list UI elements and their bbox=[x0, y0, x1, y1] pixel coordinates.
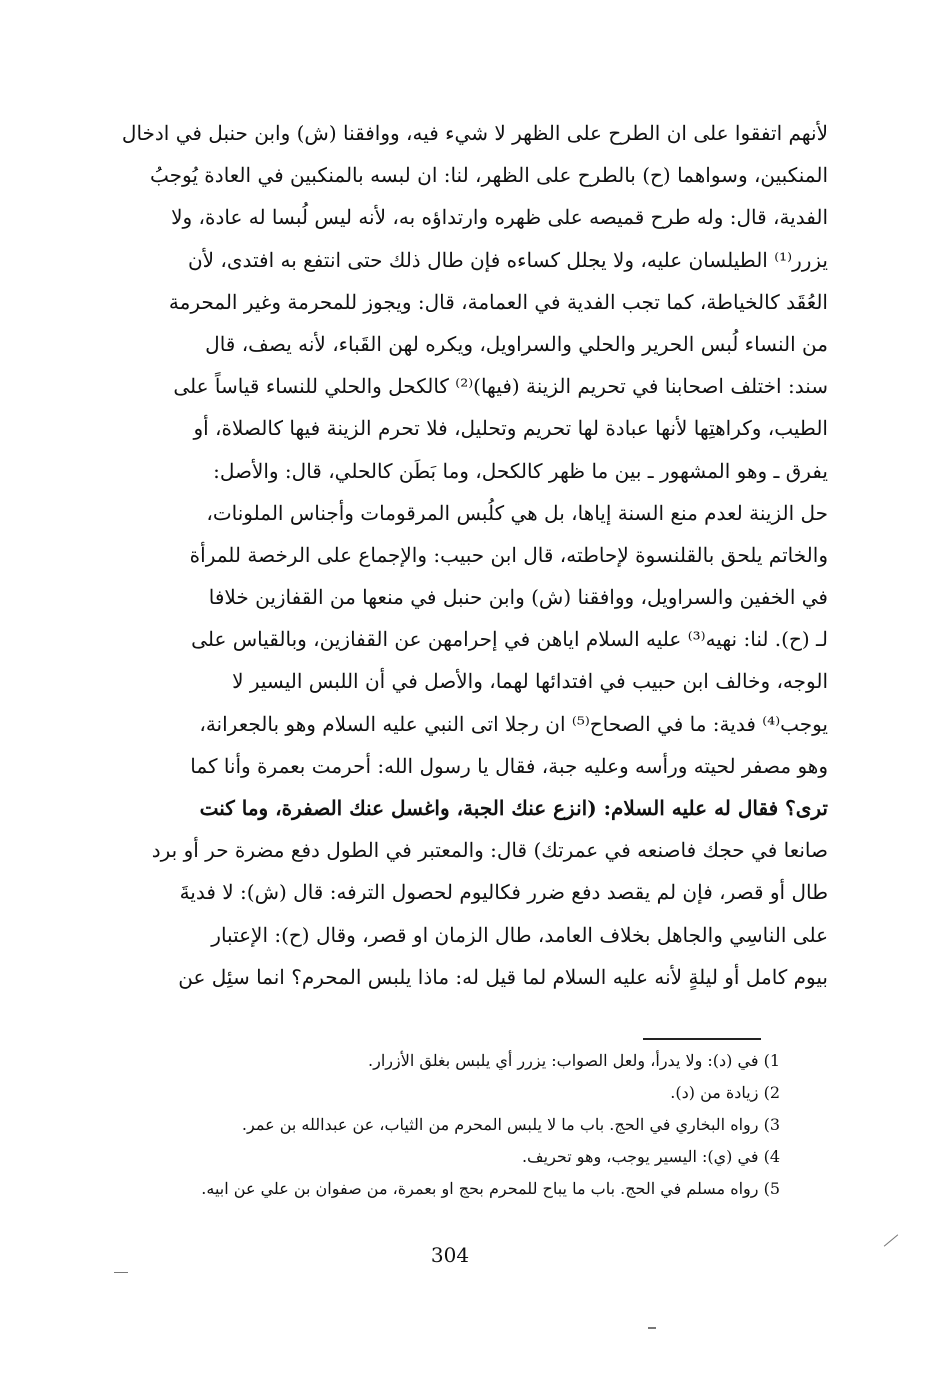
text-line: صانعا في حجك فاصنعه في عمرتك) قال: والمعتبر في الطول دفع مضرة حر أو برد bbox=[151, 838, 828, 863]
footnote: 3) رواه البخاري في الحج. باب ما لا يلبس المحرم من الثياب، عن عبدالله بن عمر. bbox=[241, 1115, 780, 1134]
text-line: الوجه، وخالف ابن حبيب في افتدائها لهما، والأصل في أن اللبس اليسير لا bbox=[232, 669, 828, 694]
text-line: العُقَد كالخياطة، كما تجب الفدية في العمامة، قال: ويجوز للمحرمة وغير المحرمة bbox=[168, 289, 828, 314]
text-line: في الخفين والسراويل، ووافقنا (ش) وابن حنبل في منعها من القفازين خلافا bbox=[208, 585, 828, 610]
text-line: لـ (ح). لنا: نهيه⁽³⁾ عليه السلام اياهن في إحرامهن عن القفازين، وبالقياس على bbox=[191, 627, 828, 652]
text-line: من النساء لُبس الحرير والحلي والسراويل، ويكره لهن القَباء، لأنه يصف، قال bbox=[205, 331, 828, 356]
footnote: 4) في (ي): اليسير يوجب، وهو تحريف. bbox=[521, 1147, 780, 1166]
footnote: 1) في (د): ولا يدرأ، ولعل الصواب: يزرر أي يلبس بغلق الأزرار. bbox=[368, 1051, 780, 1070]
body-text bbox=[98, 112, 828, 998]
text-line: الفدية، قال: وله طرح قميصه على ظهره وارتداؤه به، لأنه ليس لُبسا له عادة، ولا bbox=[171, 205, 828, 230]
text-line: والخاتم يلحق بالقلنسوة لإحاطته، قال ابن حبيب: والإجماع على الرخصة للمرأة bbox=[189, 542, 828, 567]
text-line: يفرق ـ وهو المشهور ـ بين ما ظهر كالكحل، وما بَطَن كالحلي، قال: والأصل: bbox=[213, 458, 828, 483]
text-line-hadith: ترى؟ فقال له عليه السلام: (انزع عنك الجبة، واغسل عنك الصفرة، وما كنت bbox=[199, 796, 828, 820]
footnote: 5) رواه مسلم في الحج. باب ما يباح للمحرم بحج او بعمرة، من صفوان بن علي عن ابيه. bbox=[201, 1179, 780, 1198]
text-line: على الناسِي والجاهل بخلاف العامد، طال الزمان او قصر، وقال (ح): الإعتبار bbox=[211, 922, 828, 947]
text-line: طال أو قصر، فإن لم يقصد دفع ضرر فكاليوم لحصول الترفه: قال (ش): لا فديةَ bbox=[179, 880, 828, 905]
scan-mark bbox=[648, 1327, 656, 1329]
scan-mark bbox=[884, 1234, 898, 1246]
footnotes bbox=[120, 1045, 780, 1205]
footnote: 2) زيادة من (د). bbox=[670, 1083, 780, 1102]
text-line: لأنهم اتفقوا على ان الطرح على الظهر لا شيء فيه، ووافقنا (ش) وابن حنبل في ادخال bbox=[121, 121, 828, 145]
footnote-separator bbox=[643, 1038, 761, 1040]
text-line: المنكبين، وسواهما (ح) بالطرح على الظهر، لنا: ان لبسه بالمنكبين في العادة يُوجبُ bbox=[150, 163, 828, 188]
text-line: بيوم كامل أو ليلةٍ لأنه عليه السلام لما قيل له: ماذا يلبس المحرم؟ انما سئِل عن bbox=[178, 964, 828, 989]
text-line: وهو مصفر لحيته ورأسه وعليه جبة، فقال يا رسول الله: أحرمت بعمرة وأنا كما bbox=[190, 753, 828, 778]
scan-mark bbox=[114, 1272, 128, 1273]
text-line: يوجب⁽⁴⁾ فدية: ما في الصحاح⁽⁵⁾ ان رجلا اتى النبي عليه السلام وهو بالجعرانة، bbox=[199, 711, 828, 736]
text-line: الطيب، وكراهتِها لأنها عبادة لها تحريم وتحليل، فلا تحرم الزينة فيها كالصلاة، أو bbox=[193, 416, 828, 441]
page-number: 304 bbox=[430, 1243, 470, 1267]
text-line: حل الزينة لعدم منع السنة إياها، بل هي كلُبس المرقومات وأجناس الملونات، bbox=[206, 500, 828, 525]
text-line: سند: اختلف اصحابنا في تحريم الزينة (فيها)⁽²⁾ كالكحل والحلي للنساء قياساً على bbox=[173, 374, 828, 399]
text-line: يزرر⁽¹⁾ الطيلسان عليه، ولا يجلل كساءه فإن طال ذلك حتى انتفع به افتدى، لأن bbox=[187, 247, 828, 272]
